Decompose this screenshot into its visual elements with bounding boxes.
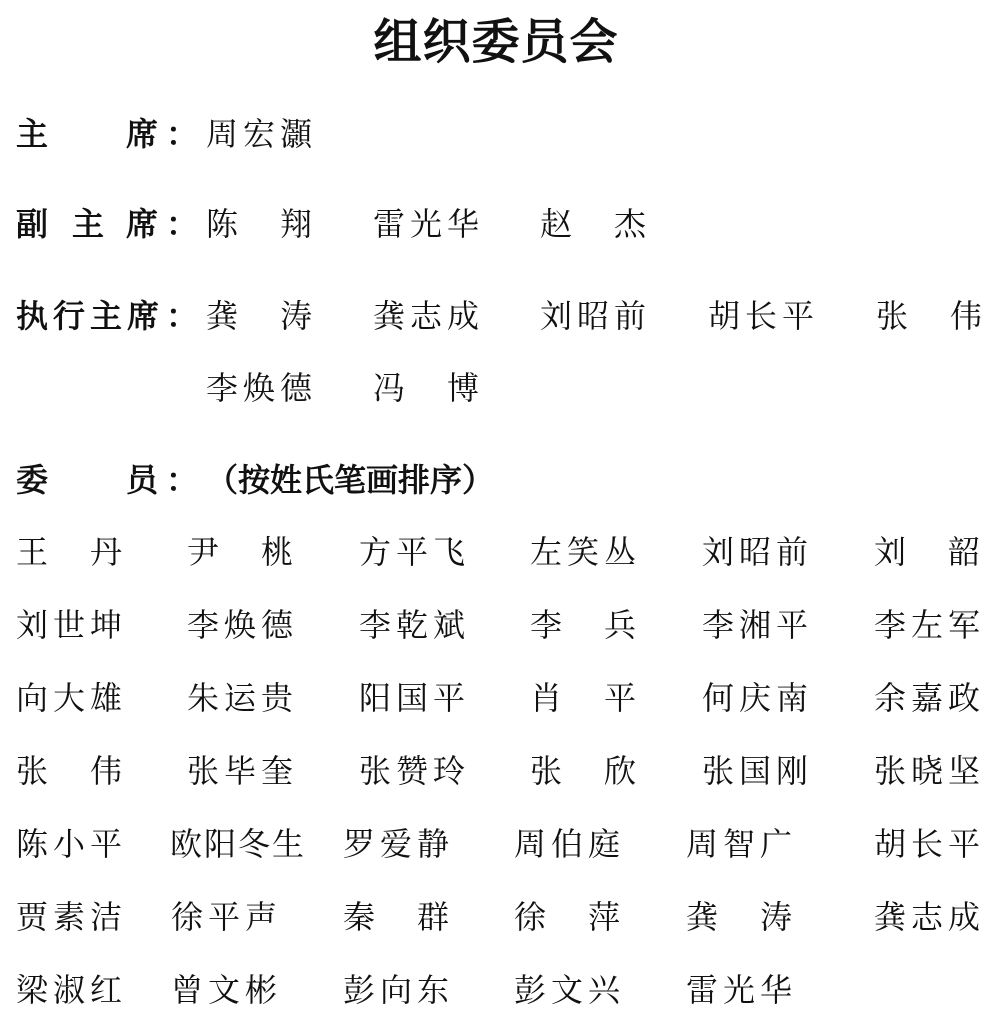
person-name: 张 伟 <box>876 297 983 335</box>
person-name: 彭 文 兴 <box>514 971 621 1009</box>
person-name: 何 庆 南 <box>702 679 809 717</box>
person-name: 龚 涛 <box>206 297 313 335</box>
person-name: 罗 爱 静 <box>343 825 450 863</box>
executive-chair-label: 执 行 主 席 ： <box>16 297 199 335</box>
person-name: 雷 光 华 <box>686 971 793 1009</box>
vice-chair-label: 副 主 席 ： <box>16 205 199 243</box>
person-name: 刘 昭 前 <box>702 533 809 571</box>
person-name: 胡 长 平 <box>874 825 981 863</box>
person-name: 方 平 飞 <box>359 533 466 571</box>
person-name: 龚 涛 <box>686 898 793 936</box>
person-name: 张 国 刚 <box>702 752 809 790</box>
page-title: 组织委员会 <box>373 14 619 70</box>
person-name: 胡 长 平 <box>708 297 815 335</box>
person-name: 李 兵 <box>530 606 637 644</box>
person-name: 周 宏 灝 <box>206 115 313 153</box>
person-name: 张 欣 <box>530 752 637 790</box>
person-name: 张 毕 奎 <box>187 752 294 790</box>
person-name: 刘 世 坤 <box>16 606 123 644</box>
person-name: 左 笑 丛 <box>530 533 637 571</box>
person-name: 冯 博 <box>373 369 480 407</box>
members-label: 委 员 ： <box>16 461 199 499</box>
person-name: 梁 淑 红 <box>16 971 123 1009</box>
person-name: 周 智 广 <box>686 825 793 863</box>
person-name: 李 焕 德 <box>206 369 313 407</box>
person-name: 刘 昭 前 <box>540 297 647 335</box>
person-name: 雷 光 华 <box>373 205 480 243</box>
person-name: 李 乾 斌 <box>359 606 466 644</box>
person-name: 李 左 军 <box>874 606 981 644</box>
person-name: 李 焕 德 <box>187 606 294 644</box>
person-name: 曾 文 彬 <box>171 971 278 1009</box>
person-name: 徐 平 声 <box>171 898 278 936</box>
person-name: 徐 萍 <box>514 898 621 936</box>
person-name: 尹 桃 <box>187 533 294 571</box>
person-name: 张 晓 坚 <box>874 752 981 790</box>
person-name: 陈 小 平 <box>16 825 123 863</box>
person-name: 陈 翔 <box>206 205 313 243</box>
chair-label: 主 席 ： <box>16 115 199 153</box>
person-name: 秦 群 <box>343 898 450 936</box>
person-name: 余 嘉 政 <box>874 679 981 717</box>
person-name: 向 大 雄 <box>16 679 123 717</box>
sort-note: （按姓氏笔画排序） <box>206 461 495 499</box>
person-name: 张 赞 玲 <box>359 752 466 790</box>
person-name: 欧 阳 冬 生 <box>170 825 305 863</box>
person-name: 朱 运 贵 <box>187 679 294 717</box>
person-name: 赵 杰 <box>540 205 647 243</box>
person-name: 李 湘 平 <box>702 606 809 644</box>
person-name: 肖 平 <box>530 679 637 717</box>
person-name: 王 丹 <box>16 533 123 571</box>
person-name: 龚 志 成 <box>874 898 981 936</box>
person-name: 龚 志 成 <box>373 297 480 335</box>
person-name: 周 伯 庭 <box>514 825 621 863</box>
person-name: 贾 素 洁 <box>16 898 123 936</box>
person-name: 阳 国 平 <box>359 679 466 717</box>
person-name: 张 伟 <box>16 752 123 790</box>
person-name: 彭 向 东 <box>343 971 450 1009</box>
person-name: 刘 韶 <box>874 533 981 571</box>
